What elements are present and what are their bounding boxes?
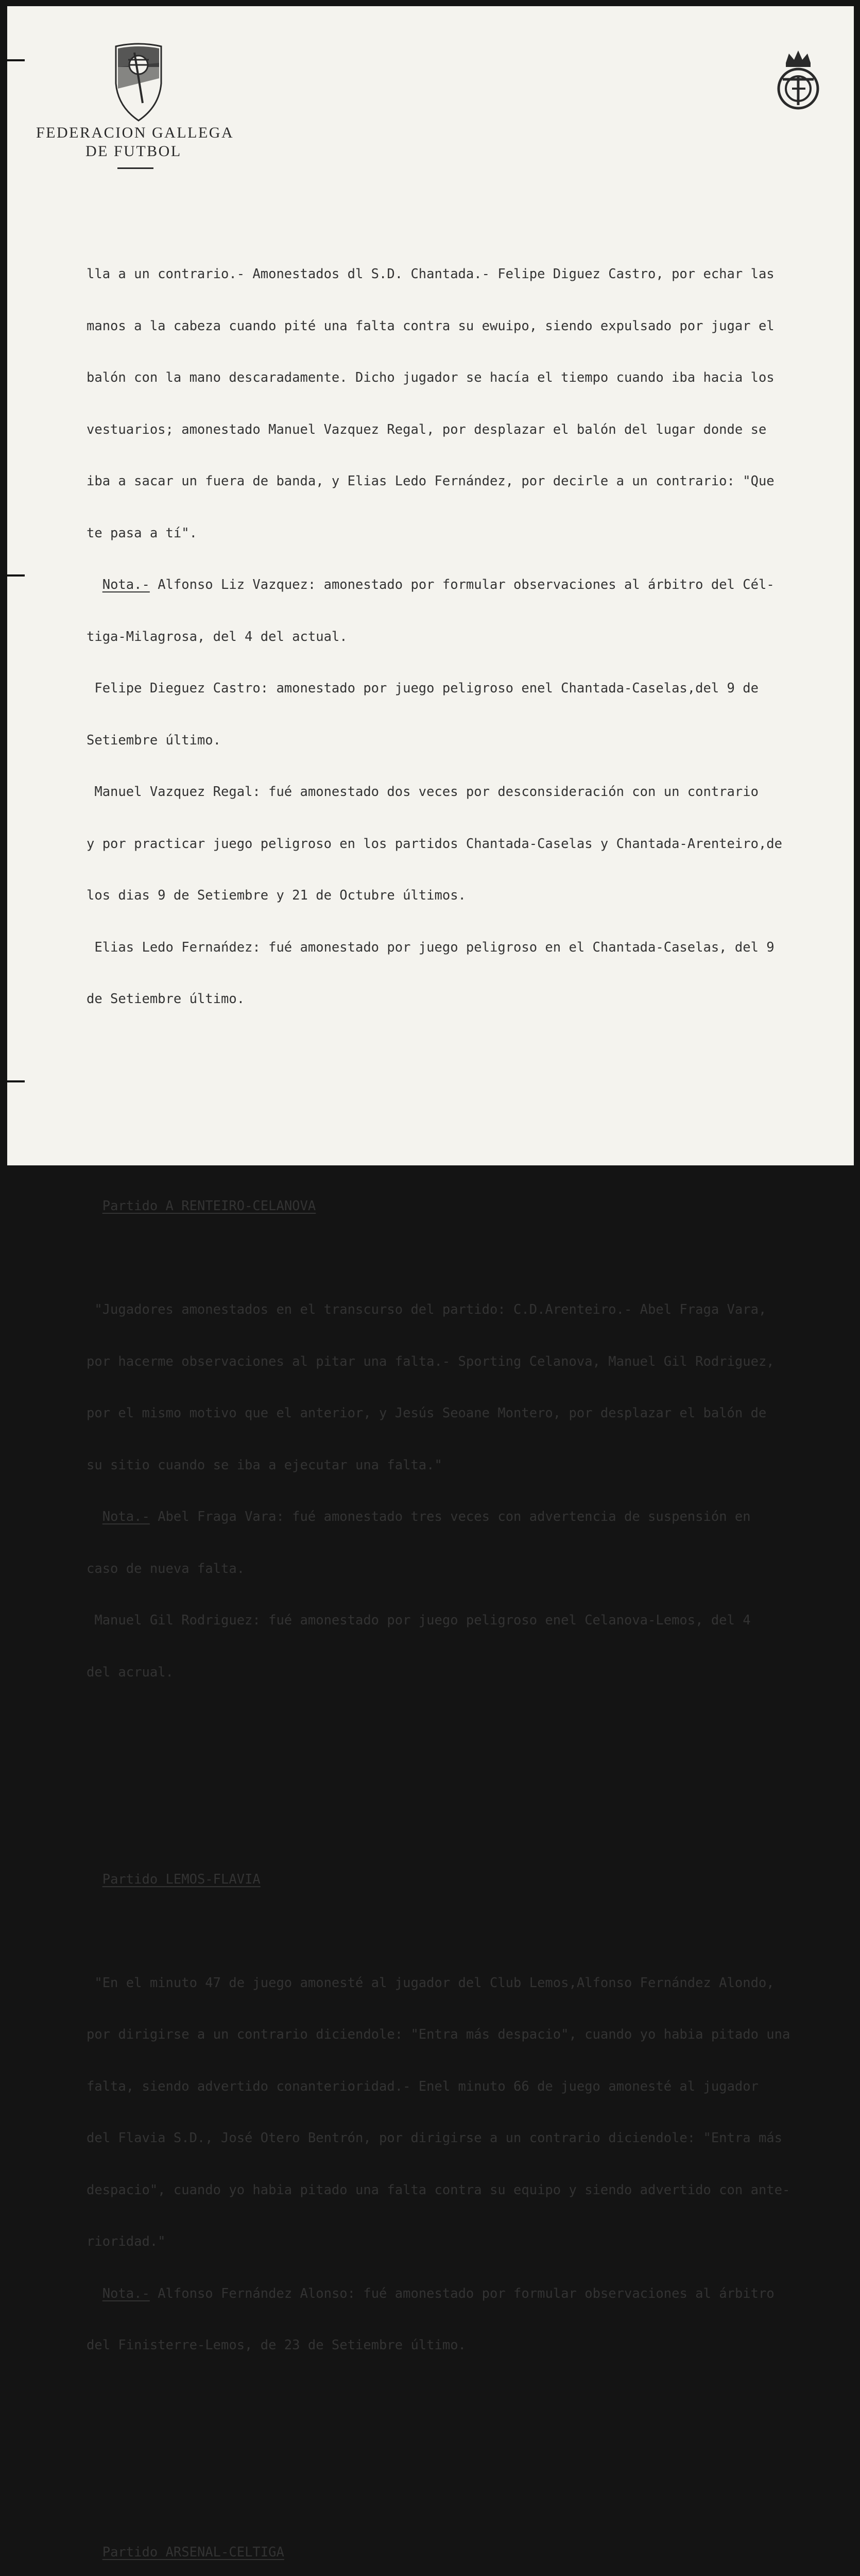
- spacer: [87, 1250, 854, 1267]
- match-title: LEMOS-FLAVIA: [165, 1871, 261, 1887]
- spacer: [87, 2441, 854, 2458]
- spacer: [87, 1923, 854, 1940]
- nota-label: Nota.-: [102, 577, 150, 592]
- match-section: [87, 2510, 854, 2576]
- match-heading-prefix: Partido: [102, 1198, 166, 1214]
- match-title: ARSENAL-CELTIGA: [165, 2545, 284, 2560]
- match-heading: [87, 1871, 854, 1889]
- spacer: [87, 1094, 854, 1112]
- nota-label: Nota.-: [102, 1509, 150, 1524]
- text-line: del Flavia S.D., José Otero Bentrón, por dirigirse a un contrario diciendole: "Entra más: [87, 2130, 783, 2146]
- match-heading: [87, 2544, 854, 2562]
- document-page: [7, 6, 854, 2560]
- text-line: te pasa a tí".: [87, 525, 197, 541]
- text-line: tiga-Milagrosa, del 4 del actual.: [87, 629, 348, 645]
- text-line: caso de nueva falta.: [87, 1561, 245, 1577]
- nota-line: [87, 2285, 854, 2303]
- shield-emblem-icon: [113, 42, 164, 125]
- text-line: balón con la mano descaradamente. Dicho jugador se hacía el tiempo cuando iba hacia los: [87, 370, 775, 385]
- federation-name-line2: DE FUTBOL: [85, 143, 182, 160]
- continuation-section: [87, 231, 854, 1043]
- text-line: lla a un contrario.- Amonestados dl S.D. Chantada.- Felipe Diguez Castro, por echar las: [87, 266, 775, 282]
- text-line: vestuarios; amonestado Manuel Vazquez Regal, por desplazar el balón del lugar donde se: [87, 421, 767, 437]
- text-line: rioridad.": [87, 2234, 166, 2249]
- match-heading-prefix: Partido: [102, 1871, 166, 1887]
- text-line: por el mismo motivo que el anterior, y Jesús Seoane Montero, por desplazar el balón de: [87, 1405, 767, 1421]
- text-line: Felipe Dieguez Castro: amonestado por juego peligroso enel Chantada-Caselas,del 9 de: [87, 681, 759, 696]
- binder-hole-mark: [7, 1080, 25, 1082]
- match-heading: [87, 1198, 854, 1215]
- federation-name: [36, 124, 237, 161]
- text-line: Manuel Vazquez Regal: fué amonestado dos veces por desconsideración con un contrario: [87, 784, 759, 800]
- nota-text: Alfonso Fernández Alonso: fué amonestado por formular observaciones al árbitro: [149, 2285, 775, 2301]
- nota-text: Abel Fraga Vara: fué amonestado tres veces con advertencia de suspensión en: [149, 1509, 751, 1524]
- match-section: [87, 1837, 854, 2389]
- text-line: despacio", cuando yo habia pitado una falta contra su equipo y siendo advertido con ante-: [87, 2182, 790, 2198]
- text-line: "En el minuto 47 de juego amonesté al jugador del Club Lemos,Alfonso Fernández Alondo,: [87, 1975, 775, 1991]
- text-line: del Finisterre-Lemos, de 23 de Setiembre último.: [87, 2337, 466, 2353]
- text-line: Setiembre último.: [87, 732, 221, 748]
- text-line: y por practicar juego peligroso en los partidos Chantada-Caselas y Chantada-Arenteiro,de: [87, 836, 783, 852]
- nota-label: Nota.-: [102, 2285, 150, 2301]
- binder-hole-mark: [7, 59, 25, 61]
- text-line: iba a sacar un fuera de banda, y Elias Ledo Fernández, por decirle a un contrario: "Que: [87, 473, 775, 489]
- text-line: manos a la cabeza cuando pité una falta contra su ewuipo, siendo expulsado por jugar el: [87, 318, 775, 334]
- text-line: "Jugadores amonestados en el transcurso del partido: C.D.Arenteiro.- Abel Fraga Vara,: [87, 1302, 767, 1317]
- match-section: [87, 1163, 854, 1716]
- text-line: Elias Ledo Fernańdez: fué amonestado por juego peligroso en el Chantada-Caselas, del 9: [87, 939, 775, 955]
- text-line: los dias 9 de Setiembre y 21 de Octubre últimos.: [87, 888, 466, 903]
- document-body: [87, 197, 854, 2576]
- match-heading-prefix: Partido: [102, 2545, 166, 2560]
- header-divider: [117, 167, 153, 169]
- nota-text: Alfonso Liz Vazquez: amonestado por formular observaciones al árbitro del Cél-: [149, 577, 775, 592]
- nota-line: [87, 577, 854, 594]
- federation-name-line1: FEDERACION GALLEGA: [36, 124, 234, 141]
- text-line: del acrual.: [87, 1664, 174, 1680]
- crowned-crest-icon: [775, 47, 822, 111]
- spacer: [87, 1768, 854, 1785]
- match-title: A RENTEIRO-CELANOVA: [165, 1198, 316, 1214]
- text-line: falta, siendo advertido conanterioridad.- Enel minuto 66 de juego amonesté al jugador: [87, 2078, 759, 2094]
- binder-hole-mark: [7, 574, 25, 577]
- text-line: de Setiembre último.: [87, 991, 245, 1007]
- text-line: Manuel Gil Rodriguez: fué amonestado por juego peligroso enel Celanova-Lemos, del 4: [87, 1613, 751, 1628]
- text-line: por dirigirse a un contrario diciendole: "Entra más despacio", cuando yo habia pitado una: [87, 2027, 790, 2042]
- text-line: su sitio cuando se iba a ejecutar una falta.": [87, 1457, 442, 1473]
- nota-line: [87, 1509, 854, 1526]
- text-line: por hacerme observaciones al pitar una falta.- Sporting Celanova, Manuel Gil Rodriguez,: [87, 1353, 775, 1369]
